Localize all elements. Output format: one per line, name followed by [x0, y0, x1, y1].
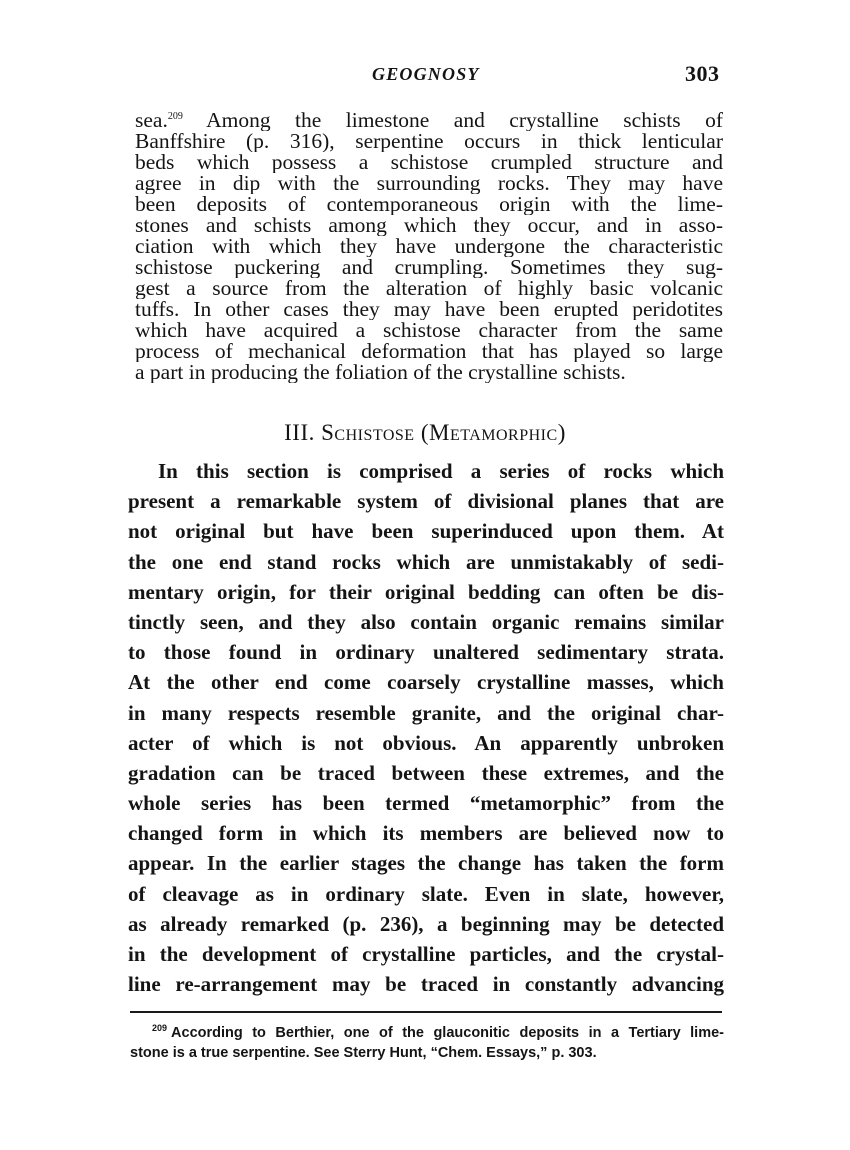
section-heading: III. Schistose (Metamorphic): [284, 420, 566, 445]
section-subtitle: Metamorphic: [429, 420, 558, 445]
paragraph-line: agree in dip with the surrounding rocks. They may have: [135, 173, 723, 194]
body-line: in many respects resemble granite, and the original char-: [128, 700, 724, 725]
body-paragraph: [128, 456, 724, 999]
paragraph-line: Banffshire (p. 316), serpentine occurs in thick lenticular: [135, 131, 723, 152]
paragraph-line: beds which possess a schistose crumpled structure and: [135, 152, 723, 173]
footnote-reference: 209: [167, 110, 183, 122]
running-header: [0, 58, 850, 90]
footnote-line: [130, 1023, 724, 1043]
paragraph-line: gest a source from the alteration of highly basic volcanic: [135, 278, 723, 299]
body-line: tinctly seen, and they also contain organic remains similar: [128, 609, 724, 634]
footnote-line: stone is a true serpentine. See Sterry Hunt, “Chem. Essays,” p. 303.: [130, 1045, 597, 1061]
body-line: not original but have been superinduced upon them. At: [128, 519, 724, 544]
footnote-marker: 209: [152, 1023, 168, 1034]
paragraph-line: which have acquired a schistose character from the same: [135, 320, 723, 341]
body-line: acter of which is not obvious. An apparently unbroken: [128, 730, 724, 755]
running-title: GEOGNOSY: [372, 64, 480, 84]
paragraph-line: sea.$^{209}$ Among the limestone and crystalline schists of: [135, 110, 723, 131]
body-line: line re-arrangement may be traced in constantly advancing: [128, 972, 724, 997]
paragraph-line-text: Among the limestone and crystalline schists of: [182, 110, 723, 131]
body-line: the one end stand rocks which are unmistakably of sedi-: [128, 549, 724, 574]
paragraph-line: tuffs. In other cases they may have been erupted peridotites: [135, 299, 723, 320]
body-line: In this section is comprised a series of rocks which: [158, 459, 724, 483]
body-line: whole series has been termed “metamorphic” from the: [128, 791, 724, 816]
body-line: appear. In the earlier stages the change has taken the form: [128, 851, 724, 876]
body-line: changed form in which its members are believed now to: [128, 821, 724, 846]
section-number: III.: [284, 420, 315, 445]
body-line: present a remarkable system of divisional planes that are: [128, 489, 724, 514]
paragraph-line: stones and schists among which they occur, and in asso-: [135, 215, 723, 236]
paragraph-line: ciation with which they have undergone the characteristic: [135, 236, 723, 257]
paragraph-line: a part in producing the foliation of the crystalline schists.: [135, 362, 626, 383]
body-line: of cleavage as in ordinary slate. Even in slate, however,: [128, 881, 724, 906]
body-line: to those found in ordinary unaltered sedimentary strata.: [128, 640, 724, 665]
footnote-line-text: According to Berthier, one of the glauconitic deposits in a Tertiary lime-: [171, 1025, 724, 1041]
body-line: as already remarked (p. 236), a beginning may be detected: [128, 911, 724, 936]
footnote: [130, 1023, 724, 1063]
page-number: 303: [685, 61, 720, 86]
paragraph-line: process of mechanical deformation that has played so large: [135, 341, 723, 362]
section-title: Schistose: [321, 420, 415, 445]
paragraph-line: been deposits of contemporaneous origin with the lime-: [135, 194, 723, 215]
body-line: mentary origin, for their original bedding can often be dis-: [128, 579, 724, 604]
body-line: in the development of crystalline particles, and the crystal-: [128, 942, 724, 966]
paragraph-line: schistose puckering and crumpling. Sometimes they sug-: [135, 257, 723, 278]
body-line: At the other end come coarsely crystalline masses, which: [128, 670, 724, 695]
carryover-paragraph: [135, 110, 723, 383]
footnote-divider: [130, 1011, 722, 1013]
body-line: gradation can be traced between these extremes, and the: [128, 760, 724, 785]
